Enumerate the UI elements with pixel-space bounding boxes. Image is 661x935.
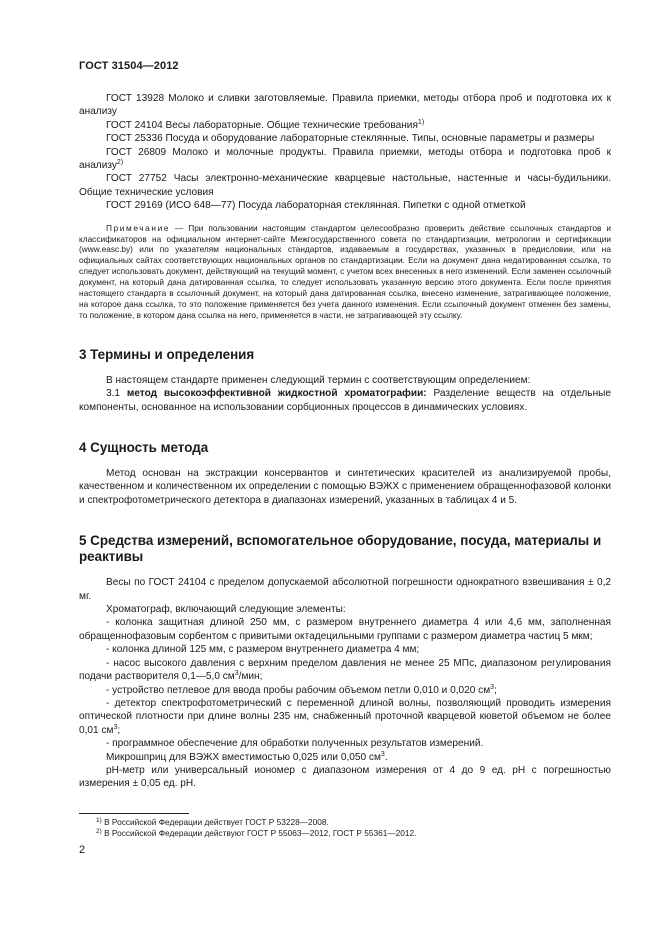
reference-item: ГОСТ 13928 Молоко и сливки заготовляемые. Правила приемки, методы отбора проб и подготовка их к анализу [79, 93, 611, 118]
reference-item: ГОСТ 25336 Посуда и оборудование лабораторные стеклянные. Типы, основные параметры и размеры [106, 133, 595, 145]
note-label: Примечание [106, 222, 171, 233]
section-4-text: Метод основан на экстракции консервантов и синтетических красителей из анализируемой пробы, качественном и количественном их определении с помощью ВЭЖХ с применением обращеннофазовой колонки и спектрофотометрического детектора в диапазонах измерений, указанных в таблицах 4 и 5. [79, 468, 611, 506]
normative-references [79, 92, 611, 213]
footnote-divider [79, 813, 189, 814]
list-item: - насос высокого давления с верхним пределом давления не менее 25 МПс, диапазоном регулирования подачи растворителя 0,1—5,0 $см^3$/мин; [79, 657, 611, 683]
page-content [79, 92, 611, 791]
list-item: - колонка длиной 125 мм, с размером внутреннего диаметра 4 мм; [106, 644, 420, 656]
list-item: - колонка защитная длиной 250 мм, с размером внутреннего диаметра 4 или 4,6 мм, заполненная обращеннофазовым сорбентом с привитыми октадецильными группами с размером диаметра частиц 5 мкм; [79, 617, 611, 642]
footnote-ref: 2) [116, 159, 124, 167]
note-text: — При пользовании настоящим стандартом целесообразно проверить действие ссылочных стандартов и классификаторов на официальном интернет-сайте Межгосударственного совета по стандартизации, метрологии и сертификации (www.easc.by) или по указателям национальных стандартов, издаваемым в государствах, указанных в предисловии, или на официальных сайтах соответствующих национальных органов по стандартизации. Если на документ дана недатированная ссылка, то следует использовать документ, действующий на текущий момент, с учетом всех внесенных в него изменений. Если заменен ссылочный документ, на который дана датированная ссылка, то следует использовать указанную версию этого документа. Если после принятия настоящего стандарта в ссылочный документ, на который дана датированная ссылка, внесено изменение, затрагивающее положение, на которое дана ссылка, то это положение применяется без учета данного изменения. Если ссылочный документ отменен без замены, то положение, в котором дана ссылка на него, применяется в части, не затрагивающей эту ссылку. [79, 222, 611, 320]
list-item: - программное обеспечение для обработки полученных результатов измерений. [106, 738, 484, 750]
term-name: метод высокоэффективной жидкостной хроматографии: [126, 388, 427, 400]
term-definition: 3.1 метод высокоэффективной жидкостной хроматографии: Разделение веществ на отдельные компоненты, основанное на использовании сорбционных процессов в динамических условиях. [79, 388, 612, 413]
reference-item: ГОСТ 26809 Молоко и молочные продукты. Правила приемки, методы отбора и подготовка проб к анализу$^{2)}$ [79, 146, 611, 172]
list-item: - устройство петлевое для ввода пробы рабочим объемом петли 0,010 и 0,020 $см^3$; [106, 683, 497, 696]
section-5-heading: 5 Средства измерений, вспомогательное оборудование, посуда, материалы и реактивы [79, 533, 602, 565]
document-header: ГОСТ 31504—2012 [79, 60, 179, 72]
section-3-intro: В настоящем стандарте применен следующий термин с соответствующим определением: [106, 374, 531, 386]
list-item: - детектор спектрофотометрический с переменной длиной волны, позволяющий проводить измерения оптической плотности при длине волны 235 нм, снабженный проточной кварцевой кюветой объемом не более 0,01 $см^3$; [79, 697, 611, 736]
page-number: 2 [79, 844, 86, 856]
ph-meter-paragraph: pH-метр или универсальный иономер с диапазоном измерения от 4 до 9 ед. pH с погрешностью измерения ± 0,05 ед. pH. [79, 764, 611, 790]
section-3-heading: 3 Термины и определения [79, 346, 255, 362]
reference-item: ГОСТ 29169 (ИСО 648—77) Посуда лабораторная стеклянная. Пипетки с одной отметкой [106, 200, 526, 212]
footnote-ref: 1) [417, 118, 425, 126]
note-paragraph [79, 223, 611, 321]
footnote: $^{2)}$ В Российской Федерации действуют ГОСТ Р 55063—2012, ГОСТ Р 55361—2012. [96, 828, 417, 838]
section-4-heading: 4 Сущность метода [79, 440, 209, 456]
scales-paragraph: Весы по ГОСТ 24104 с пределом допускаемой абсолютной погрешности однократного взвешивания ± 0,2 мг. [79, 577, 611, 602]
chromatograph-paragraph: Хроматограф, включающий следующие элементы: [106, 604, 346, 616]
reference-item: ГОСТ 27752 Часы электронно-механические кварцевые настольные, настенные и часы-будильники. Общие технические условия [79, 173, 611, 198]
footnote: $^{1)}$ В Российской Федерации действует ГОСТ Р 53228—2008. [96, 817, 329, 827]
reference-item: ГОСТ 24104 Весы лабораторные. Общие технические требования$^{1)}$ [106, 118, 425, 131]
microsyringe-paragraph: Микрошприц для ВЭЖХ вместимостью 0,025 или 0,050 $см^3$. [106, 750, 388, 763]
